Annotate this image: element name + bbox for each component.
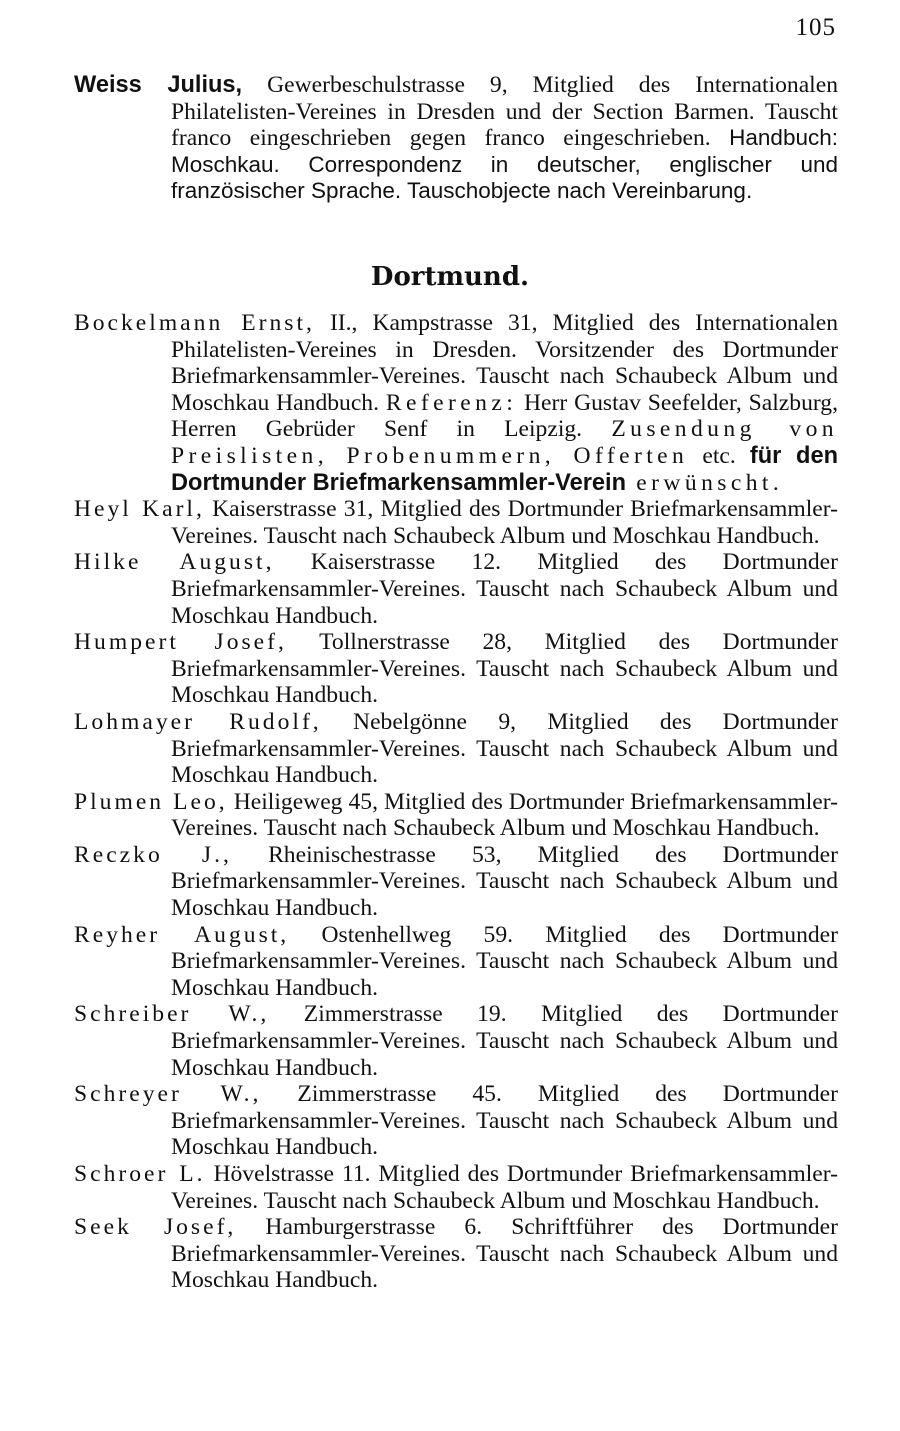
entry-body: Kaiserstrasse 31, Mitglied des Dortmunder Briefmarkensammler-Vereines. Tauscht nach Schaubeck Album und Moschkau Handbuch. (171, 496, 838, 549)
entry-name: Plumen Leo, (74, 788, 228, 815)
entry-body: Kaiserstrasse 12. Mitglied des Dortmunder Briefmarkensammler-Vereines. Tauscht nach Schaubeck Album und Moschkau Handbuch. (171, 549, 838, 629)
list-item (74, 1081, 838, 1161)
entry-body: Gewerbeschulstrasse 9, Mitglied des Internationalen Philatelisten-Vereines in Dresden und der Section Barmen. Tauscht franco eingeschrieben gegen franco eingeschrieben. (171, 72, 838, 152)
list-item (74, 629, 838, 709)
entry-name: Lohmayer Rudolf, (74, 708, 322, 735)
referenz-label: Referenz: (385, 389, 518, 416)
entry-body: Hamburgerstrasse 6. Schriftführer des Dortmunder Briefmarkensammler-Vereines. Tauscht nach Schaubeck Album und Moschkau Handbuch. (171, 1214, 838, 1294)
entry-list (74, 310, 838, 1294)
list-item (74, 1214, 838, 1294)
entry-body: Hövelstrasse 11. Mitglied des Dortmunder Briefmarkensammler-Vereines. Tauscht nach Schaubeck Album und Moschkau Handbuch. (171, 1161, 838, 1214)
list-item (74, 496, 838, 549)
entry-name: Reyher August, (74, 921, 290, 948)
entry-body: Zimmerstrasse 45. Mitglied des Dortmunder Briefmarkensammler-Vereines. Tauscht nach Schaubeck Album und Moschkau Handbuch. (171, 1081, 839, 1161)
entry-body: Ostenhellweg 59. Mitglied des Dortmunder Briefmarkensammler-Vereines. Tauscht nach Schaubeck Album und Moschkau Handbuch. (171, 921, 838, 1001)
entry-body-2: Herr Gustav Seefelder, Salzburg, Herren Gebrüder Senf in Leipzig. (171, 389, 838, 443)
entry-name: Heyl Karl, (74, 496, 205, 523)
entry-name: Schreyer W., (74, 1081, 262, 1108)
list-item (74, 789, 838, 842)
entry-name: Schreiber W., (74, 1001, 270, 1028)
entry-body: Rheinischestrasse 53, Mitglied des Dortmunder Briefmarkensammler-Vereines. Tauscht nach Schaubeck Album und Moschkau Handbuch. (171, 841, 839, 922)
entry-body: Tollnerstrasse 28, Mitglied des Dortmunder Briefmarkensammler-Vereines. Tauscht nach Schaubeck Album und Moschkau Handbuch. (171, 629, 839, 709)
entry-bockelmann (74, 310, 838, 496)
entry-name: Schroer L. (74, 1161, 206, 1187)
entry-name: Humpert Josef, (74, 629, 287, 656)
entry-name: Reczko J., (74, 841, 232, 868)
list-item (74, 709, 838, 789)
entry-body-sans: Handbuch: Moschkau. Correspondenz in deutscher, englischer und französischer Sprache. Tauschobjecte nach Vereinbarung. (171, 125, 838, 204)
page-number: 105 (795, 14, 836, 41)
entry-body-3: etc. (688, 442, 750, 469)
erwuenscht-text: erwünscht. (626, 469, 784, 496)
list-item (74, 842, 838, 922)
entry-name: Weiss Julius, (74, 72, 243, 98)
entry-weiss (74, 72, 838, 205)
entry-body: Nebelgönne 9, Mitglied des Dortmunder Briefmarkensammler-Vereines. Tauscht nach Schaubeck Album und Moschkau Handbuch. (171, 708, 839, 789)
section-title: Dortmund. (370, 262, 530, 292)
list-item (74, 922, 838, 1002)
entry-body: Heiligeweg 45, Mitglied des Dortmunder Briefmarkensammler-Vereines. Tauscht nach Schaubeck Album und Moschkau Handbuch. (171, 788, 838, 842)
list-item (74, 1001, 838, 1081)
entry-name: Bockelmann Ernst, (74, 310, 315, 336)
list-item (74, 549, 838, 629)
zusendung-text: Zusendung von Preislisten, Probenummern, Offerten (171, 416, 838, 469)
entry-name: Seek Josef, (74, 1214, 237, 1241)
entry-name: Hilke August, (74, 549, 275, 576)
entry-body: II., Kampstrasse 31, Mitglied des Internationalen Philatelisten-Vereines in Dresden. Vorsitzender des Dortmunder Briefmarkensammler-Vereines. Tauscht nach Schaubeck Album und Moschkau Handbuch. (171, 310, 838, 416)
verein-text: für den Dortmunder Briefmarkensammler-Verein (171, 442, 838, 496)
entry-text (74, 72, 838, 205)
list-item (74, 1161, 838, 1214)
entry-body: Zimmerstrasse 19. Mitglied des Dortmunder Briefmarkensammler-Vereines. Tauscht nach Schaubeck Album und Moschkau Handbuch. (171, 1001, 838, 1081)
